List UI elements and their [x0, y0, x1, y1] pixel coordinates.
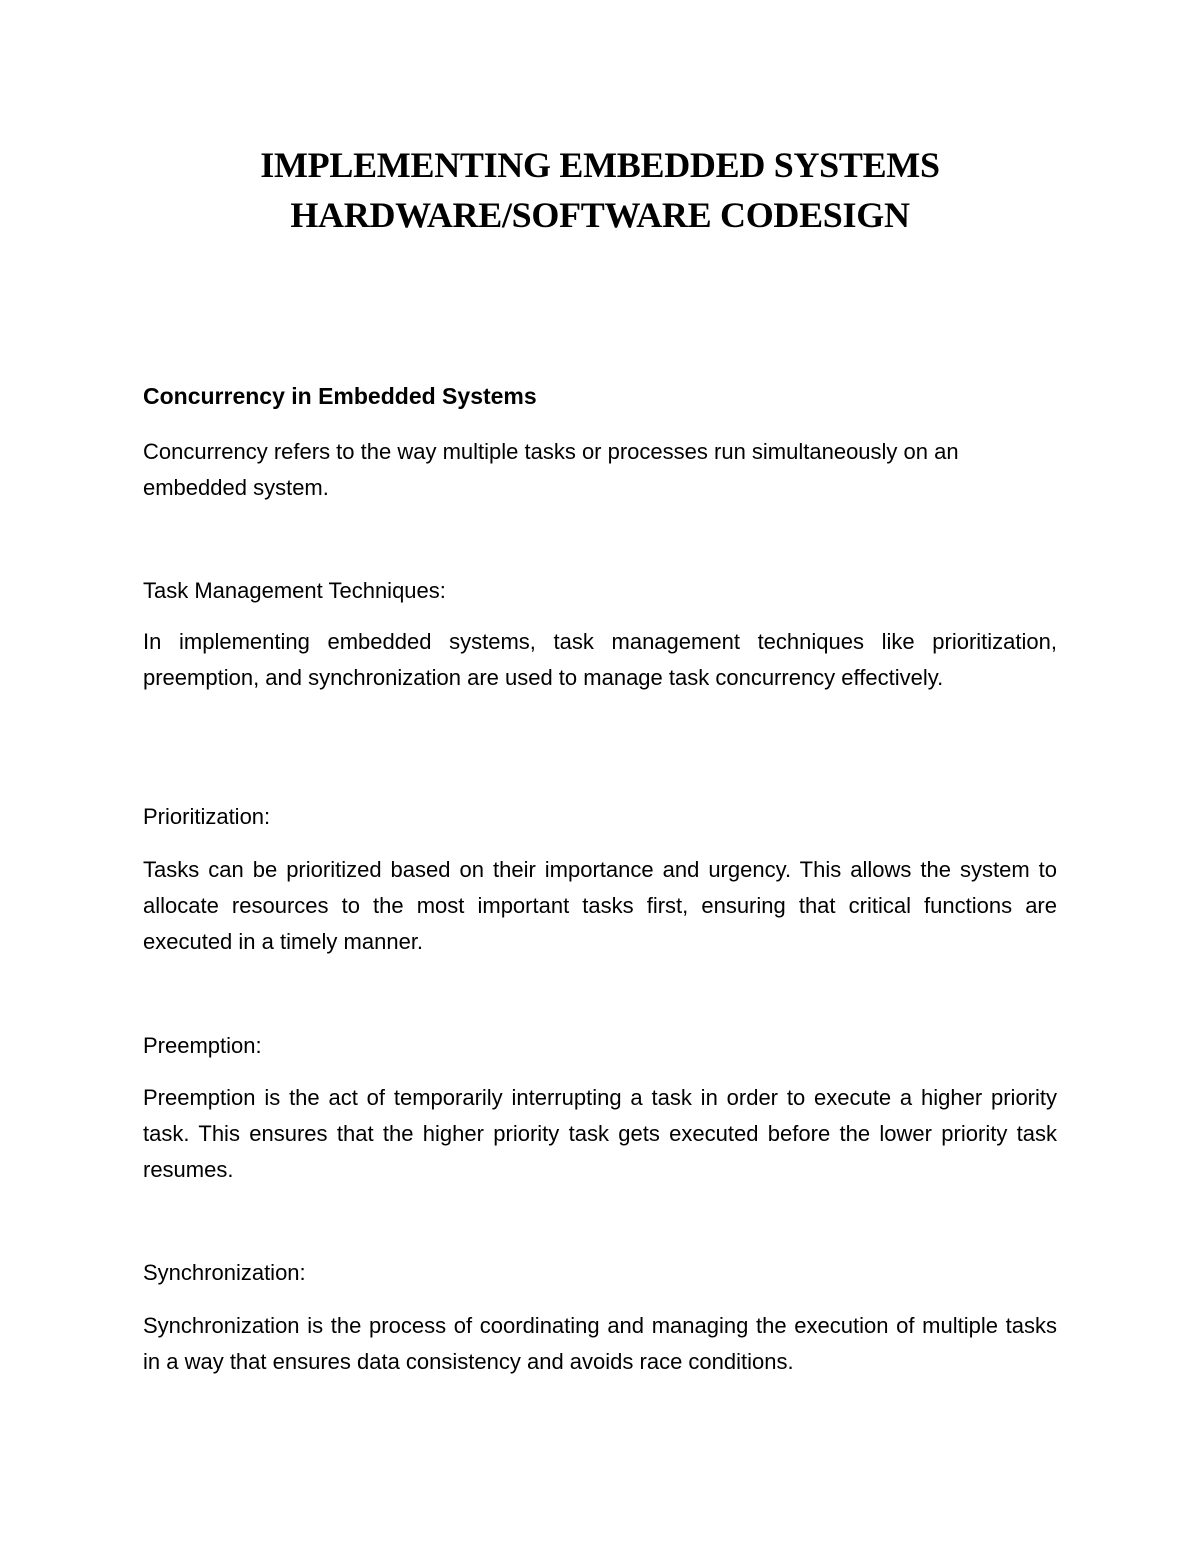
document-title-line-1: IMPLEMENTING EMBEDDED SYSTEMS	[260, 145, 940, 185]
subsection-label-prioritization: Prioritization:	[143, 804, 271, 829]
document-title-line-2: HARDWARE/SOFTWARE CODESIGN	[290, 195, 910, 235]
subsection-label-task-management: Task Management Techniques:	[143, 578, 446, 603]
subsection-label-preemption: Preemption:	[143, 1033, 262, 1058]
intro-paragraph: Concurrency refers to the way multiple tasks or processes run simultaneously on an embedded system.	[143, 439, 959, 500]
subsection-body-preemption: Preemption is the act of temporarily interrupting a task in order to execute a higher priority task. This ensures that the higher priority task gets executed before the lower priority task resumes.	[143, 1085, 1057, 1182]
subsection-body-synchronization: Synchronization is the process of coordinating and managing the execution of multiple tasks in a way that ensures data consistency and avoids race conditions.	[143, 1313, 1057, 1374]
subsection-body-task-management: In implementing embedded systems, task management techniques like prioritization, preemption, and synchronization are used to manage task concurrency effectively.	[143, 629, 1057, 690]
subsection-label-synchronization: Synchronization:	[143, 1260, 306, 1285]
section-heading: Concurrency in Embedded Systems	[143, 383, 537, 409]
subsection-body-prioritization: Tasks can be prioritized based on their importance and urgency. This allows the system to allocate resources to the most important tasks first, ensuring that critical functions are executed in a timely manner.	[143, 857, 1057, 954]
